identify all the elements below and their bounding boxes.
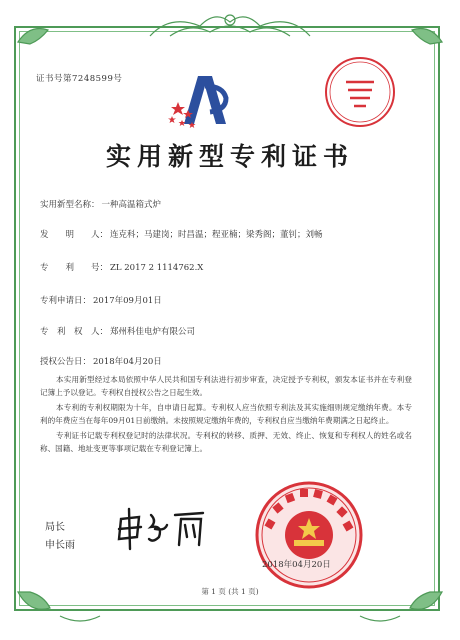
- body-paragraph: 专利证书记载专利权登记时的法律状况。专利权的转移、质押、无效、终止、恢复和专利权人的姓名或名称、国籍、地址变更等事项记载在专利登记簿上。: [40, 431, 412, 453]
- field-label: 专 利 号：: [40, 263, 109, 273]
- field-label: 发 明 人：: [40, 230, 109, 240]
- signatory-name: 申长雨: [45, 540, 75, 551]
- field-value: 2017年09月01日: [93, 296, 162, 306]
- field-value: 2018年04月20日: [93, 357, 162, 367]
- field-inventors: [40, 228, 323, 240]
- field-value: 郑州科佳电炉有限公司: [110, 327, 196, 337]
- agency-seal-stamp: [320, 52, 400, 132]
- certificate-number: 证书号第7248599号: [36, 74, 123, 84]
- body-paragraph: 本实用新型经过本局依照中华人民共和国专利法进行初步审查，决定授予专利权，颁发本证书并在专利登记簿上予以登记。专利权自授权公告之日起生效。: [40, 375, 412, 397]
- field-value: 连克科；马建岗；时昌温；程亚楠；梁秀阁；董钊；刘畅: [110, 230, 323, 240]
- handwritten-signature: [115, 505, 210, 553]
- field-label: 授权公告日：: [40, 357, 92, 367]
- field-label: 专 利 权 人：: [40, 327, 109, 337]
- top-ornament: [0, 0, 460, 60]
- field-grant-date: [40, 355, 162, 367]
- field-label: 实用新型名称：: [40, 200, 100, 210]
- field-value: 一种高温箱式炉: [101, 200, 162, 210]
- field-application-date: [40, 294, 162, 306]
- field-value: ZL 2017 2 1114762.X: [110, 263, 204, 273]
- certificate-body: [40, 373, 412, 457]
- seal-date: 2018年04月20日: [262, 560, 331, 570]
- body-paragraph: 本专利的专利权期限为十年，自申请日起算。专利权人应当依照专利法及其实施细则规定缴纳年费。本专利的年费应当在每年09月01日前缴纳。未按照规定缴纳年费的，专利权自应当缴纳年费期满之日起终止。: [40, 403, 412, 425]
- field-utility-model-name: [40, 198, 161, 210]
- field-patentee: [40, 325, 195, 337]
- patent-office-logo: [168, 72, 242, 130]
- signatory-title: 局长: [45, 522, 65, 533]
- page-number: 第 1 页 (共 1 页): [201, 587, 259, 596]
- page-title: 实用新型专利证书: [105, 142, 354, 171]
- official-seal: [254, 480, 364, 590]
- field-label: 专利申请日：: [40, 296, 92, 306]
- field-patent-number: [40, 261, 203, 273]
